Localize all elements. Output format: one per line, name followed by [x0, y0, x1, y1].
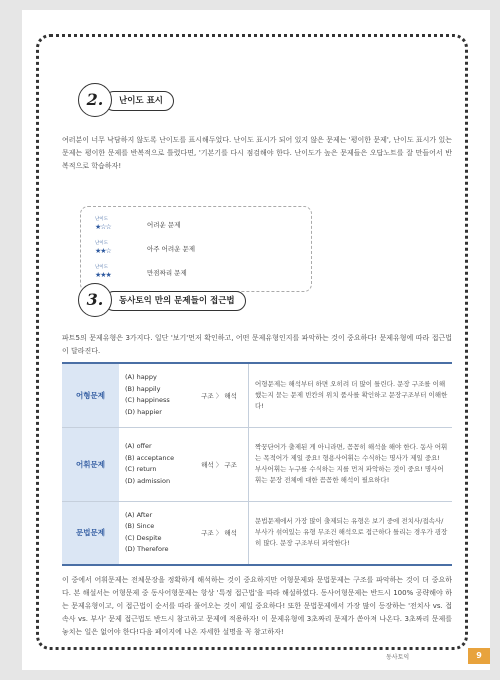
difficulty-legend [80, 206, 312, 292]
table-row [62, 427, 452, 501]
question-type-table [62, 362, 452, 566]
difficulty-text: 어려운 문제 [147, 221, 181, 229]
page-number: 9 [468, 648, 490, 664]
options-cell: (A) offer (B) acceptance (C) return (D) admission [119, 427, 190, 501]
tip-cell: 짝꿍단어가 출제된 게 아니라면, 꼼꼼히 해석을 해야 한다. 동사 어휘는 목적어가 제일 중요! 형용사어휘는 수식하는 명사가 제일 중요! 부사어휘는 누구를 수식하는 지를 먼저 파악하는 것이 중요! 명사어휘는 문장 전체에 대한 꼼꼼한 해석이 필요하다! [249, 427, 453, 501]
difficulty-text: 아주 어려운 문제 [147, 245, 196, 253]
section-3-intro: 파트5의 문제유형은 3가지다. 일단 '보기'먼저 확인하고, 어떤 문제유형인지를 파악하는 것이 중요하다! 문제유형에 따라 접근법이 달라진다. [62, 334, 452, 355]
options-cell: (A) After (B) Since (C) Despite (D) Therefore [119, 501, 190, 565]
approach-cell: 구조 〉 해석 [190, 501, 249, 565]
section-3-number: 3. [78, 283, 112, 317]
legend-row-2 [95, 241, 295, 259]
options-cell: (A) happy (B) happily (C) happiness (D) happier [119, 363, 190, 427]
approach-cell: 구조 〉 해석 [190, 363, 249, 427]
category-cell: 어형문제 [62, 363, 119, 427]
section-2-body: 여러분이 너무 낙담하지 않도록 난이도를 표시해두었다. 난이도 표시가 되어 있지 않은 문제는 '평이한 문제', 난이도 표시가 있는 문제는 평이한 문제를 반복적으로 틀렸다면, '기본기를 다시 점검해야 한다. 난이도가 높은 문제들은 오답노트를 잘 만들어서 반복적으로 학습하자! [62, 136, 452, 170]
difficulty-badge-icon: 난이도 ★★☆ [95, 241, 111, 255]
legend-row-3 [95, 265, 295, 283]
section-2-title: 난이도 표시 [104, 91, 174, 111]
category-cell: 어휘문제 [62, 427, 119, 501]
section-3-title: 동사토익 만의 문제들이 접근법 [104, 291, 246, 311]
difficulty-text: 만점짜리 문제 [147, 269, 187, 277]
category-cell: 문법문제 [62, 501, 119, 565]
section-3-heading [78, 283, 318, 319]
tip-cell: 문법문제에서 가장 많이 출제되는 유형은 보기 중에 전치사/접속사/부사가 섞여있는 유형 무조건 해석으로 접근하다 틀리는 경우가 굉장히 많다. 문장 구조부터 파악한다! [249, 501, 453, 565]
section-3-closing: 이 중에서 어휘문제는 전체문장을 정확하게 해석하는 것이 중요하지만 어형문제와 문법문제는 구조를 파악하는 것이 더 중요하다. 본 해설서는 어형문제 중 동사어형문제는 항상 '특정 접근법'을 따라 해설하였다. 동사어형문제는 반드시 100% 공략해야 하는 문제유형이고, 이 접근법이 순서를 따라 풀어오는 것이 제일 중요하다! 또한 문법문제에서 가장 많이 등장하는 '전치사 vs. 접속사 vs. 부사' 문제 접근법도 반드시 참고하고 문제에 적용하자! 이 문제유형에 3초짜리 문제가 쏟아져 나온다. 3초짜리 문제를 놓치는 일은 없어야 한다!다음 페이지에 나온 자세한 설명을 꼭 참고하자! [62, 576, 452, 636]
legend-row-1 [95, 217, 295, 235]
tip-cell: 어형문제는 해석부터 하면 오히려 더 많이 틀린다. 문장 구조를 이해했는지 묻는 문제 빈칸의 위치 품사를 확인하고 문장구조부터 이해한다! [249, 363, 453, 427]
section-2-heading [78, 83, 278, 119]
table-row [62, 363, 452, 427]
page [22, 10, 490, 670]
section-2-number: 2. [78, 83, 112, 117]
difficulty-badge-icon: 난이도 ★☆☆ [95, 217, 111, 231]
table-row [62, 501, 452, 565]
footer-tag: 동사토익 [386, 654, 410, 661]
approach-cell: 해석 〉 구조 [190, 427, 249, 501]
difficulty-badge-icon: 난이도 ★★★ [95, 265, 111, 279]
